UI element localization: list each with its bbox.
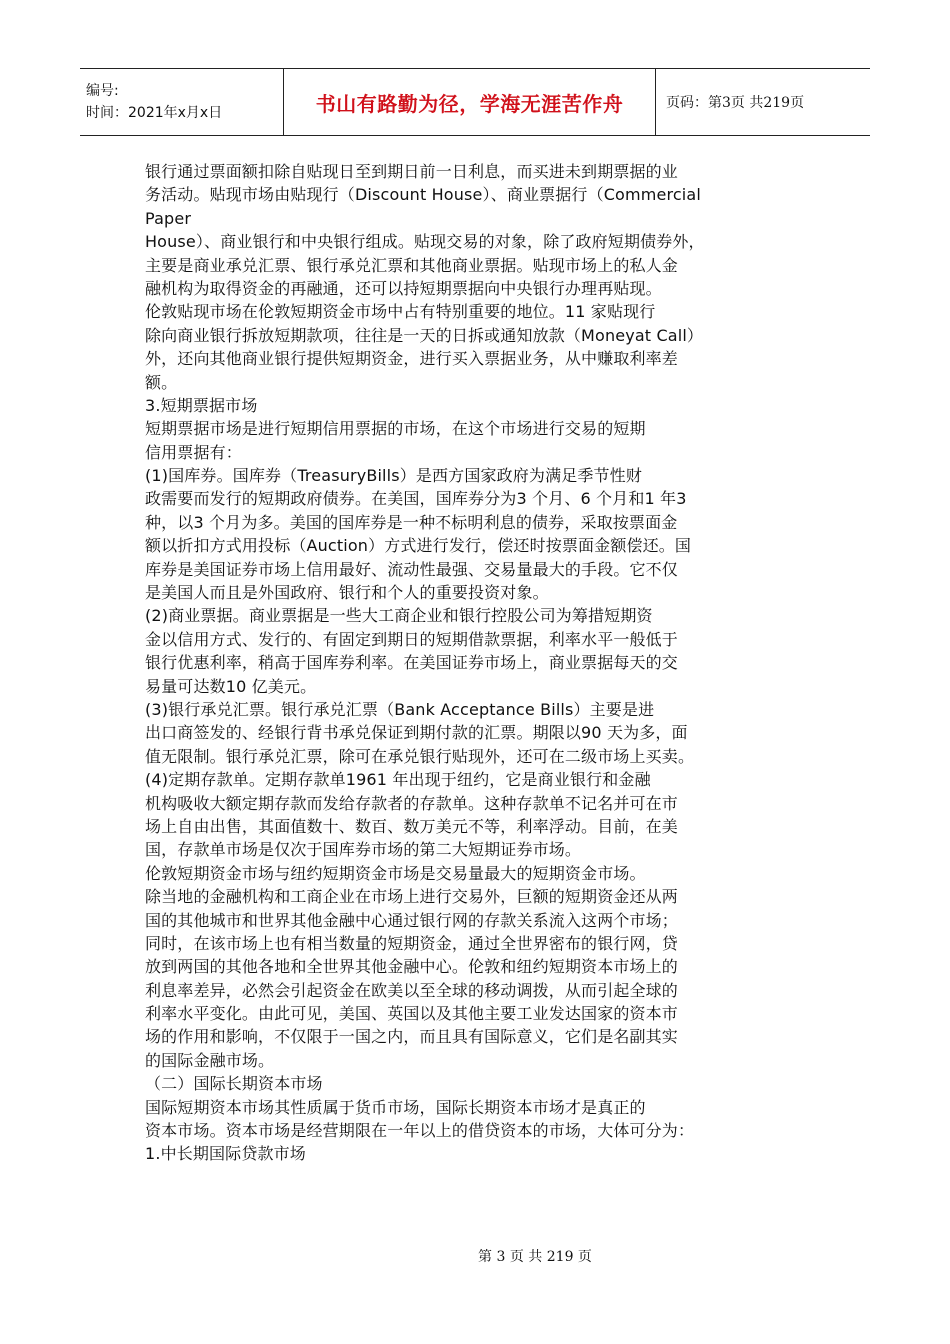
text-line: 外，还向其他商业银行提供短期资金，进行买入票据业务，从中赚取利率差 [145,349,678,369]
text-line: House）、商业银行和中央银行组成。贴现交易的对象，除了政府短期债券外， [145,232,705,252]
text-line: 出口商签发的、经银行背书承兑保证到期付款的汇票。期限以90 天为多，面 [145,723,688,743]
text-line: 国的其他城市和世界其他金融中心通过银行网的存款关系流入这两个市场； [145,910,678,930]
text-line: 库券是美国证券市场上信用最好、流动性最强、交易量最大的手段。它不仅 [145,559,678,579]
motto-text: 书山有路勤为径，学海无涯苦作舟 [315,91,624,116]
text-line: (4)定期存款单。定期存款单1961 年出现于纽约，它是商业银行和金融 [145,770,651,790]
text-line: 机构吸收大额定期存款而发给存款者的存款单。这种存款单不记名并可在市 [145,793,678,813]
header-page-info [656,69,870,135]
text-line: 金以信用方式、发行的、有固定到期日的短期借款票据，利率水平一般低于 [145,629,678,649]
text-line: 是美国人而且是外国政府、银行和个人的重要投资对象。 [145,583,549,603]
text-line: 除向商业银行拆放短期款项，往往是一天的日拆或通知放款（Moneyat Call） [145,325,704,345]
text-line: 利息率差异，必然会引起资金在欧美以至全球的移动调拨，从而引起全球的 [145,980,678,1000]
text-line: 场上自由出售，其面值数十、数百、数万美元不等，利率浮动。目前，在美 [145,816,678,836]
text-line: 1.中长期国际贷款市场 [145,1144,306,1164]
text-line: 场的作用和影响，不仅限于一国之内，而且具有国际意义，它们是名副其实 [145,1027,678,1047]
text-line: 除当地的金融机构和工商企业在市场上进行交易外，巨额的短期资金还从两 [145,887,678,907]
text-line: 3.短期票据市场 [145,395,258,415]
text-line: 伦敦短期资金市场与纽约短期资金市场是交易量最大的短期资金市场。 [145,863,646,883]
text-line: 额。 [145,372,178,392]
text-line: 种，以3 个月为多。美国的国库券是一种不标明利息的债券，采取按票面金 [145,512,678,532]
text-line: (3)银行承兑汇票。银行承兑汇票（Bank Acceptance Bills）主要是进 [145,699,655,719]
header-meta [80,69,283,135]
text-line: 银行优惠利率，稍高于国库券利率。在美国证券市场上，商业票据每天的交 [145,653,678,673]
text-line: Paper [145,208,192,228]
page-footer [0,1246,950,1266]
text-line: 务活动。贴现市场由贴现行（Discount House）、商业票据行（Commercial [145,185,701,205]
page-header [80,68,870,136]
text-line: 利率水平变化。由此可见，美国、英国以及其他主要工业发达国家的资本市 [145,1004,678,1024]
text-line: (1)国库券。国库券（TreasuryBills）是西方国家政府为满足季节性财 [145,466,642,486]
document-date-label: 时间：2021年x月x日 [86,105,223,121]
text-line: 短期票据市场是进行短期信用票据的市场，在这个市场进行交易的短期 [145,419,646,439]
page-info-text: 页码：第3页 共219页 [666,95,805,111]
text-line: 融机构为取得资金的再融通，还可以持短期票据向中央银行办理再贴现。 [145,278,662,298]
text-line: 放到两国的其他各地和全世界其他金融中心。伦敦和纽约短期资本市场上的 [145,957,678,977]
text-line: （二）国际长期资本市场 [145,1074,323,1094]
document-code-label: 编号: [86,83,119,99]
header-motto [283,69,656,135]
text-line: 国际短期资本市场其性质属于货币市场，国际长期资本市场才是真正的 [145,1097,646,1117]
text-line: 银行通过票面额扣除自贴现日至到期日前一日利息，而买进未到期票据的业 [145,162,678,181]
text-line: 伦敦贴现市场在伦敦短期资金市场中占有特别重要的地位。11 家贴现行 [145,302,656,322]
body-text [145,160,805,1166]
text-line: 易量可达数10 亿美元。 [145,676,317,696]
footer-page-number: 第 3 页 共 219 页 [478,1249,592,1265]
text-line: 国，存款单市场是仅次于国库券市场的第二大短期证券市场。 [145,840,582,860]
text-line: 政需要而发行的短期政府债券。在美国，国库券分为3 个月、6 个月和1 年3 [145,489,687,509]
text-line: 额以折扣方式用投标（Auction）方式进行发行，偿还时按票面金额偿还。国 [145,536,692,556]
text-line: 资本市场。资本市场是经营期限在一年以上的借贷资本的市场，大体可分为： [145,1121,695,1141]
text-line: (2)商业票据。商业票据是一些大工商企业和银行控股公司为筹措短期资 [145,606,653,626]
text-line: 同时，在该市场上也有相当数量的短期资金，通过全世界密布的银行网，贷 [145,933,678,953]
text-line: 主要是商业承兑汇票、银行承兑汇票和其他商业票据。贴现市场上的私人金 [145,255,678,275]
text-line: 的国际金融市场。 [145,1050,275,1070]
text-line: 值无限制。银行承兑汇票，除可在承兑银行贴现外，还可在二级市场上买卖。 [145,746,695,766]
text-line: 信用票据有： [145,442,242,462]
